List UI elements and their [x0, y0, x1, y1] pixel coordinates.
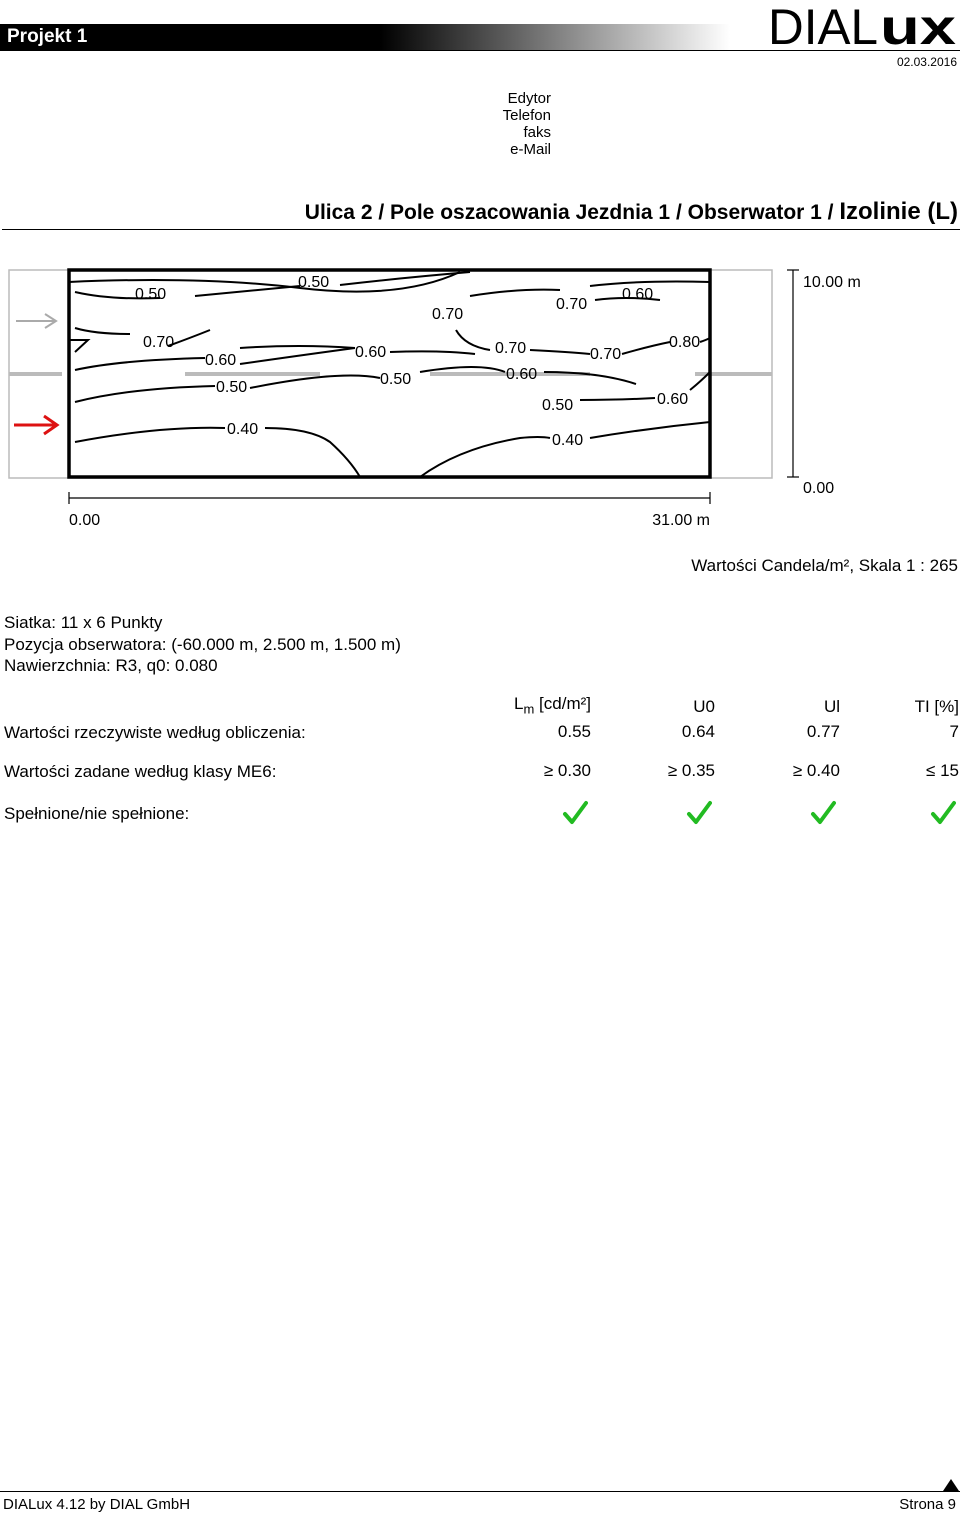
page-heading: [305, 198, 958, 226]
contact-editor: Edytor: [507, 90, 551, 107]
y-axis-top-label: 10.00 m: [803, 274, 861, 291]
observer-position-info: Pozycja obserwatora: (-60.000 m, 2.500 m, 1.500 m): [4, 635, 401, 654]
isoline-diagram: [0, 260, 960, 540]
header-rule: [0, 50, 960, 51]
header-ul: Ul: [823, 697, 840, 716]
contact-email: e-Mail: [510, 141, 551, 158]
status-label: Spełnione/nie spełnione:: [4, 804, 190, 823]
isoline-label: 0.50: [216, 379, 248, 396]
heading-rule: [2, 229, 960, 230]
required-lm: ≥ 0.30: [543, 761, 591, 780]
isoline-labels: [135, 274, 700, 449]
actual-u0: 0.64: [681, 722, 715, 741]
footer-triangle-icon: [943, 1479, 959, 1491]
footer-page-number: Strona 9: [899, 1496, 956, 1513]
check-icon: [562, 800, 588, 826]
isoline-label: 0.60: [657, 391, 689, 408]
grid-info: Siatka: 11 x 6 Punkty: [4, 613, 163, 632]
actual-ti: 7: [949, 722, 959, 741]
required-u0: ≥ 0.35: [667, 761, 715, 780]
required-ul: ≥ 0.40: [792, 761, 840, 780]
isoline-label: 0.40: [552, 432, 584, 449]
header-lm-main: L: [514, 694, 524, 713]
svg-text:ux: ux: [880, 0, 957, 52]
isoline-label: 0.50: [542, 397, 574, 414]
heading-view: Izolinie (L): [839, 198, 958, 225]
footer-software: DIALux 4.12 by DIAL GmbH: [3, 1496, 191, 1513]
actual-values-label: Wartości rzeczywiste według obliczenia:: [4, 723, 306, 742]
isoline-label: 0.60: [205, 352, 237, 369]
actual-ul: 0.77: [806, 722, 840, 741]
isoline-label: 0.60: [355, 344, 387, 361]
print-date: 02.03.2016: [896, 55, 957, 69]
check-icon: [686, 800, 712, 826]
isoline-label: 0.70: [590, 346, 622, 363]
header-u0: U0: [693, 697, 715, 716]
isoline-label: 0.70: [556, 296, 588, 313]
heading-path: Ulica 2 / Pole oszacowania Jezdnia 1 / Obserwator 1 /: [304, 201, 840, 224]
isoline-label: 0.70: [495, 340, 527, 357]
footer-rule: [0, 1491, 960, 1492]
surface-info: Nawierzchnia: R3, q0: 0.080: [4, 656, 218, 675]
header-bar: [0, 24, 730, 50]
actual-lm: 0.55: [557, 722, 591, 741]
check-icon: [930, 800, 956, 826]
required-values-label: Wartości zadane według klasy ME6:: [4, 762, 277, 781]
isoline-label: 0.70: [432, 306, 464, 323]
project-title: Projekt 1: [7, 26, 88, 47]
isoline-label: 0.50: [380, 371, 412, 388]
header-ti: TI [%]: [914, 697, 959, 716]
observer-arrow-gray: [16, 314, 56, 328]
contact-fax: faks: [523, 124, 551, 141]
isoline-label: 0.60: [622, 286, 654, 303]
y-axis: [787, 270, 799, 477]
y-axis-bottom-label: 0.00: [803, 480, 835, 497]
x-axis: [69, 492, 710, 504]
required-ti: ≤ 15: [926, 761, 959, 780]
isoline-label: 0.80: [669, 334, 701, 351]
header-lm-unit: [cd/m²]: [534, 694, 591, 713]
x-axis-end-label: 31.00 m: [652, 512, 710, 529]
x-axis-start-label: 0.00: [69, 512, 101, 529]
isoline-label: 0.40: [227, 421, 259, 438]
check-icon: [810, 800, 836, 826]
svg-text:DIAL: DIAL: [768, 0, 878, 52]
contact-phone: Telefon: [502, 107, 551, 124]
isoline-label: 0.50: [135, 286, 167, 303]
isoline-label: 0.70: [143, 334, 175, 351]
dialux-logo: [768, 0, 958, 52]
observer-arrow-red: [14, 416, 57, 434]
isoline-label: 0.50: [298, 274, 330, 291]
header-lm: [514, 694, 591, 716]
scale-note: Wartości Candela/m², Skala 1 : 265: [691, 556, 958, 575]
header-lm-sub: m: [523, 701, 535, 717]
isoline-label: 0.60: [506, 366, 538, 383]
